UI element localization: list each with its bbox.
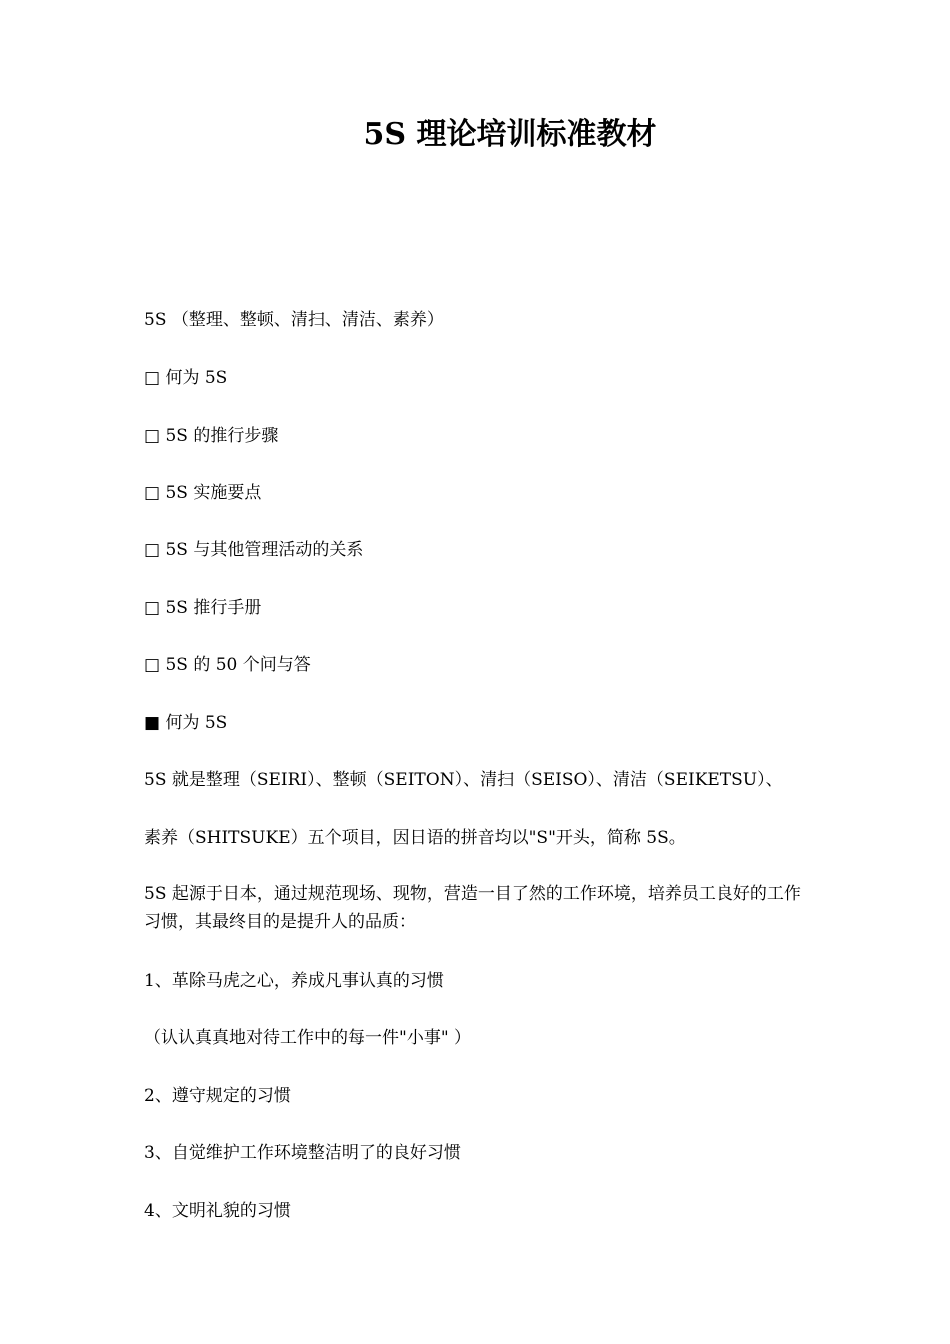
toc-item: □ 5S 实施要点: [144, 483, 262, 503]
definition-line: 5S 就是整理（SEIRI）、整顿（SEITON）、清扫（SEISO）、清洁（SEIKETSU）、: [144, 770, 783, 790]
habit-item: 2、遵守规定的习惯: [144, 1086, 291, 1106]
toc-item: □ 5S 推行手册: [144, 598, 262, 618]
origin-paragraph: [144, 880, 884, 936]
origin-line: 习惯，其最终目的是提升人的品质：: [144, 912, 416, 932]
habit-note: （认认真真地对待工作中的每一件"小事" ）: [144, 1028, 472, 1048]
origin-line: 5S 起源于日本，通过规范现场、现物，营造一目了然的工作环境，培养员工良好的工作: [144, 884, 801, 904]
toc-item: □ 5S 与其他管理活动的关系: [144, 540, 364, 560]
toc-item: □ 何为 5S: [144, 368, 228, 388]
subtitle-line: 5S （整理、整顿、清扫、清洁、素养）: [144, 310, 444, 330]
habit-item: 3、自觉维护工作环境整洁明了的良好习惯: [144, 1143, 461, 1163]
habit-item: 1、革除马虎之心，养成凡事认真的习惯: [144, 971, 444, 991]
habit-item: 4、文明礼貌的习惯: [144, 1201, 291, 1221]
section-heading: ■ 何为 5S: [144, 713, 228, 733]
toc-item: □ 5S 的 50 个问与答: [144, 655, 311, 675]
toc-item: □ 5S 的推行步骤: [144, 426, 279, 446]
document-title: 5S 理论培训标准教材: [363, 117, 657, 152]
definition-line: 素养（SHITSUKE）五个项目，因日语的拼音均以"S"开头，简称 5S。: [144, 828, 686, 848]
